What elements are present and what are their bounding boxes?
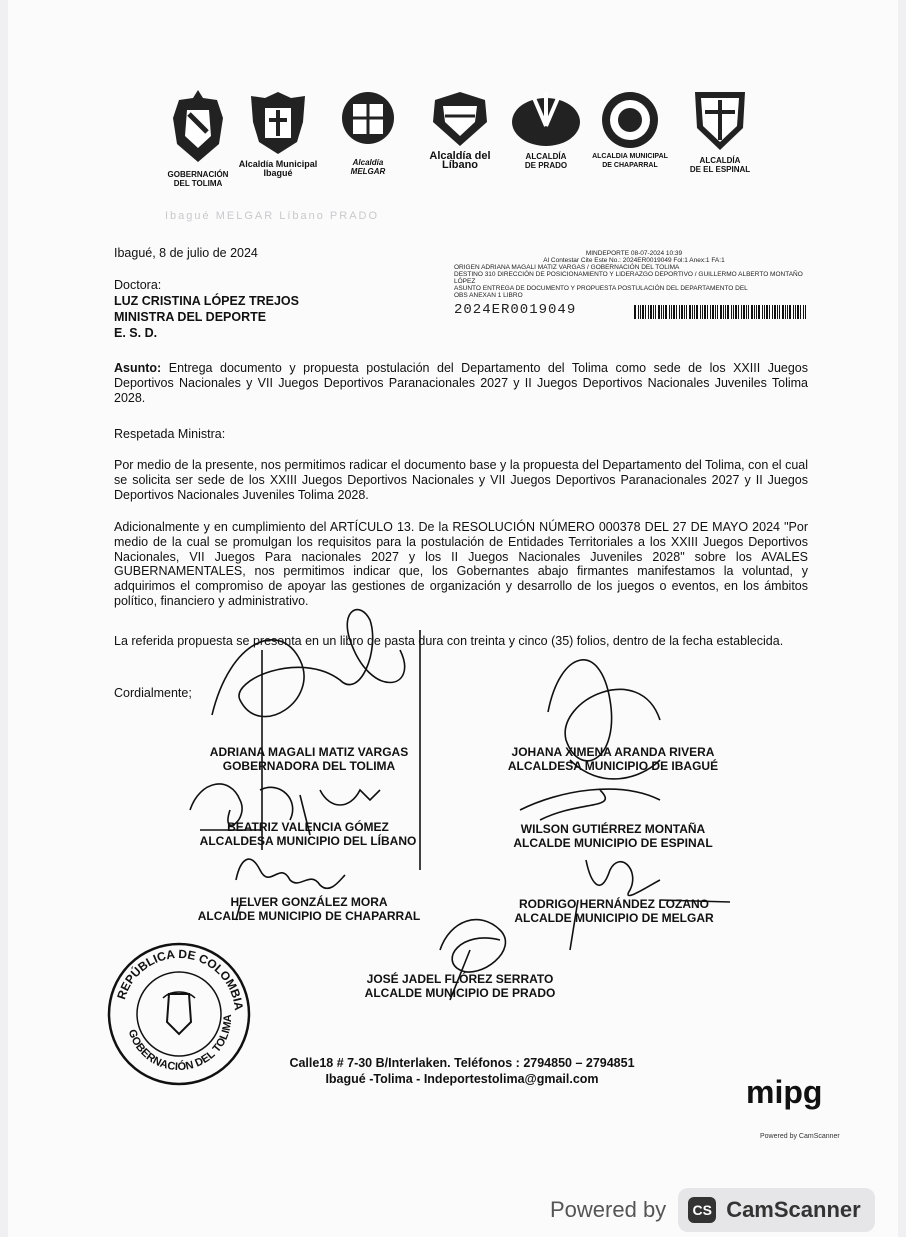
barcode-bar (676, 305, 677, 319)
subject (114, 361, 808, 405)
signatory-name: BEATRIZ VALENCIA GÓMEZ (227, 820, 389, 834)
barcode-bar (793, 305, 794, 319)
barcode-bar (661, 305, 662, 319)
barcode-bar (658, 305, 660, 319)
camscanner-name: CamScanner (726, 1197, 861, 1222)
signatory-title: ALCALDE MUNICIPIO DE ESPINAL (513, 836, 713, 850)
barcode-bar (686, 305, 687, 319)
signature-block-melgar (496, 897, 732, 925)
barcode-bar (707, 305, 708, 319)
barcode-bar (704, 305, 706, 319)
signatory-title: ALCALDE MUNICIPIO DE CHAPARRAL (197, 909, 421, 923)
barcode-bar (769, 305, 770, 319)
radicado-line-6: OBS ANEXAN 1 LIBRO (454, 292, 523, 299)
body-paragraph-2: Adicionalmente y en cumplimiento del ARTÍCULO 13. De la RESOLUCIÓN NÚMERO 000378 DEL 27 DE MAYO 2024 "Por medio de la cual se promulgan los requisitos para la postulación de Entidades Territoriales a los XXIII Juegos Deportivos Nacionales, VII Juegos Para nacionales 2027 y los II Juegos Nacionales Juveniles 2028" sobre los AVALES GUBERNAMENTALES, nos permitimos indicar que, los Gobernantes abajo firmantes manifestamos la voluntad, y adquirimos el compromiso de apoyar las gestiones de organización y desarrollo de los juegos o eventos, en los ámbitos político, financiero y administrativo. (114, 520, 808, 608)
barcode-bar (715, 305, 716, 319)
gobernacion-tolima-logo: GOBERNACIÓN DEL TOLIMA (158, 88, 238, 188)
barcode-bar (805, 305, 806, 319)
barcode-bar (684, 305, 685, 319)
barcode-bar (634, 305, 636, 319)
signatory-title: ALCALDE MUNICIPIO DE MELGAR (514, 911, 714, 925)
signatory-title: ALCALDE MUNICIPIO DE PRADO (364, 986, 556, 1000)
alcaldia-melgar-logo: Alcaldía MELGAR (328, 88, 408, 176)
seal-inner-text: GOBERNACIÓN DEL TOLIMA (125, 1014, 235, 1074)
radicado-line-5: ASUNTO ENTREGA DE DOCUMENTO Y PROPUESTA POSTULACIÓN DEL DEPARTAMENTO DEL (454, 285, 748, 292)
alcaldia-ibague-logo: Alcaldía Municipal Ibagué (238, 88, 318, 178)
barcode-bar (751, 305, 753, 319)
barcode-bar (669, 305, 670, 319)
footer (280, 1055, 644, 1087)
barcode-bar (671, 305, 672, 319)
radicado-line-1: MINDEPORTE 08-07-2024 10:39 (585, 250, 683, 257)
barcode-bar (789, 305, 791, 319)
radicado-line-4: DESTINO 310 DIRECCIÓN DE POSICIONAMIENTO Y LIDERAZGO DEPORTIVO / GUILLERMO ALBERTO MONTAÑO LÓPEZ (454, 271, 803, 285)
subject-text: Entrega documento y propuesta postulación del Departamento del Tolima como sede de los XXIII Juegos Deportivos Nacionales y VII Juegos Deportivos Paranacionales 2027 y II Juegos Deportivos Nacionales Juveniles Tolima 2028. (114, 361, 808, 405)
barcode-bar (655, 305, 656, 319)
footer-city-email: Ibagué -Tolima - Indeportestolima@gmail.com (325, 1072, 599, 1086)
body-paragraph-1: Por medio de la presente, nos permitimos radicar el documento base y la propuesta del Departamento del Tolima, con el cual se solicita ser sede de los XXIII Juegos Deportivos Nacionales y VII Juegos Deportivos Paranacionales 2027 y II Juegos Deportivos Nacionales Juveniles Tolima 2028. (114, 458, 808, 502)
barcode-bar (679, 305, 680, 319)
barcode-bar (762, 305, 763, 319)
barcode-bar (758, 305, 760, 319)
barcode-bar (720, 305, 722, 319)
barcode-bar (797, 305, 799, 319)
recipient-position: MINISTRA DEL DEPORTE (114, 310, 267, 324)
barcode-bar (735, 305, 737, 319)
barcode-bar (681, 305, 683, 319)
signatory-title: ALCALDESA MUNICIPIO DE IBAGUÉ (507, 759, 719, 773)
barcode-bar (746, 305, 747, 319)
barcode-bar (710, 305, 711, 319)
barcode-bar (743, 305, 745, 319)
barcode-bar (756, 305, 757, 319)
barcode-bar (642, 305, 644, 319)
barcode-bar (754, 305, 755, 319)
alcaldia-libano-logo: Alcaldía del Líbano (420, 88, 500, 170)
barcode-bar (694, 305, 695, 319)
recipient-salutation: Doctora: (114, 278, 162, 292)
signature-block-gobernadora (196, 745, 422, 773)
signature-block-chaparral (186, 895, 432, 923)
barcode-bar (702, 305, 703, 319)
barcode-bar (727, 305, 729, 319)
barcode-bar (638, 305, 639, 319)
barcode-bar (648, 305, 649, 319)
barcode-bar (665, 305, 667, 319)
barcode-bar (645, 305, 646, 319)
signatory-name: WILSON GUTIÉRREZ MONTAÑA (520, 822, 706, 836)
radicado-line-3: ORIGEN ADRIANA MAGALI MATIZ VARGAS / GOBERNACIÓN DEL TOLIMA (454, 264, 680, 271)
subject-label: Asunto: (114, 361, 162, 375)
barcode-bar (772, 305, 773, 319)
barcode-bar (725, 305, 726, 319)
barcode-bar (774, 305, 776, 319)
signatory-title: ALCALDESA MUNICIPIO DEL LÍBANO (199, 834, 417, 848)
barcode-bar (741, 305, 742, 319)
barcode-bar (777, 305, 778, 319)
letterhead-logos (158, 88, 758, 206)
barcode-bar (795, 305, 796, 319)
barcode-bar (733, 305, 734, 319)
barcode-bar (640, 305, 641, 319)
barcode-bar (712, 305, 714, 319)
barcode-bar (803, 305, 804, 319)
signatory-name: RODRIGO HERNÁNDEZ LOZANO (519, 897, 709, 911)
barcode-bar (663, 305, 664, 319)
footer-address: Calle18 # 7-30 B/Interlaken. Teléfonos : 2794850 – 2794851 (289, 1056, 635, 1070)
camscanner-watermark (550, 1188, 875, 1232)
camscanner-icon: CS (688, 1197, 716, 1223)
radicado-line-2: Al Contestar Cite Este No.: 2024ER0019049 Fol:1 Anex:1 FA:1 (543, 257, 725, 264)
barcode-bar (738, 305, 739, 319)
barcode-bar (779, 305, 780, 319)
signatory-title: GOBERNADORA DEL TOLIMA (222, 759, 396, 773)
signatory-name: JOHANA XIMENA ARANDA RIVERA (511, 745, 715, 759)
svg-text:GOBERNACIÓN DEL TOLIMA (126, 1014, 234, 1073)
seal-outer-text: REPÚBLICA DE COLOMBIA (114, 946, 246, 1012)
signatory-name: JOSÉ JADEL FLÓREZ SERRATO (366, 972, 554, 986)
powered-by-label: Powered by (550, 1197, 667, 1222)
barcode-bar (717, 305, 718, 319)
camscanner-badge (678, 1188, 875, 1232)
barcode (634, 305, 806, 319)
mipg-logo-text: mipg (746, 1074, 823, 1110)
radicado-number: 2024ER0019049 (454, 302, 577, 318)
signatory-name: ADRIANA MAGALI MATIZ VARGAS (209, 745, 409, 759)
alcaldia-prado-logo: ALCALDÍA DE PRADO (506, 88, 586, 170)
barcode-bar (787, 305, 788, 319)
barcode-bar (653, 305, 654, 319)
signature-block-espinal (500, 822, 726, 850)
barcode-bar (689, 305, 691, 319)
recipient-office: E. S. D. (114, 326, 158, 340)
barcode-bar (692, 305, 693, 319)
barcode-bar (785, 305, 786, 319)
barcode-bar (700, 305, 701, 319)
barcode-bar (696, 305, 698, 319)
date-line: Ibagué, 8 de julio de 2024 (114, 246, 258, 260)
barcode-bar (650, 305, 652, 319)
greeting: Respetada Ministra: (114, 427, 226, 441)
alcaldia-chaparral-logo: ALCALDIA MUNICIPAL DE CHAPARRAL (590, 88, 670, 170)
svg-text:REPÚBLICA DE COLOMBIA (114, 947, 246, 1012)
signature-block-prado (350, 972, 570, 1000)
barcode-bar (782, 305, 784, 319)
barcode-bar (764, 305, 765, 319)
barcode-bar (800, 305, 801, 319)
signatory-name: HELVER GONZÁLEZ MORA (230, 895, 388, 909)
signature-block-libano (190, 820, 426, 848)
barcode-bar (731, 305, 732, 319)
letterhead-ghost-text: Ibagué MELGAR Líbano PRADO (165, 210, 380, 222)
barcode-bar (748, 305, 749, 319)
signature-block-ibague (500, 745, 726, 773)
body-paragraph-3: La referida propuesta se presenta en un libro de pasta dura con treinta y cinco (35) folios, dentro de la fecha establecida. (114, 634, 784, 648)
barcode-bar (673, 305, 675, 319)
recipient-name: LUZ CRISTINA LÓPEZ TREJOS (114, 294, 299, 308)
closing: Cordialmente; (114, 686, 192, 700)
barcode-bar (723, 305, 724, 319)
gobernacion-seal (105, 938, 253, 1090)
mipg-logo (744, 1073, 834, 1113)
camscanner-small-credit: Powered by CamScanner (760, 1133, 840, 1140)
barcode-bar (766, 305, 768, 319)
alcaldia-espinal-logo: ALCALDÍA DE EL ESPINAL (680, 88, 760, 174)
